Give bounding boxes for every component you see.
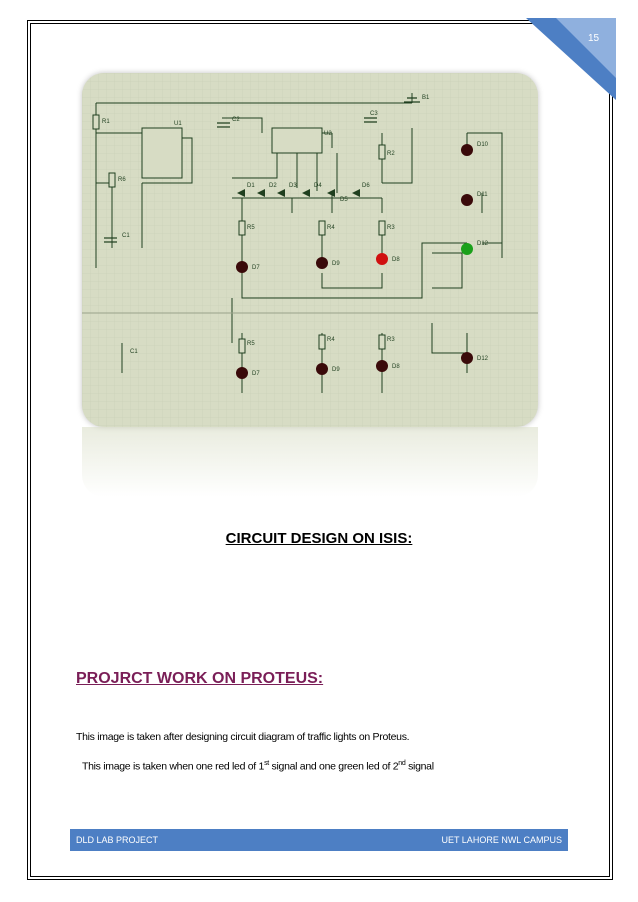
svg-text:D8: D8 xyxy=(392,257,400,263)
svg-text:R5: R5 xyxy=(247,341,255,347)
image-reflection xyxy=(82,427,538,497)
section-heading: PROJRCT WORK ON PROTEUS: xyxy=(76,670,324,687)
body-paragraph-1: This image is taken after designing circuit diagram of traffic lights on Proteus. xyxy=(76,731,410,743)
svg-text:R2: R2 xyxy=(387,151,395,157)
svg-text:D10: D10 xyxy=(477,142,489,148)
page-number: 15 xyxy=(588,33,600,44)
svg-text:D12: D12 xyxy=(477,241,489,247)
svg-text:R3: R3 xyxy=(387,225,395,231)
svg-text:D2: D2 xyxy=(269,183,277,189)
svg-text:R4: R4 xyxy=(327,225,335,231)
figure-caption-title: CIRCUIT DESIGN ON ISIS: xyxy=(225,530,413,547)
footer-right-text: UET LAHORE NWL CAMPUS xyxy=(441,835,562,845)
corner-fold-decoration xyxy=(526,18,616,100)
svg-text:D12: D12 xyxy=(477,356,489,362)
svg-text:D7: D7 xyxy=(252,371,260,377)
svg-text:D11: D11 xyxy=(477,192,488,198)
svg-text:D1: D1 xyxy=(247,183,255,189)
svg-text:D7: D7 xyxy=(252,265,260,271)
svg-text:R3: R3 xyxy=(387,337,395,343)
svg-text:U1: U1 xyxy=(174,121,182,127)
svg-text:R1: R1 xyxy=(102,119,110,125)
svg-text:D4: D4 xyxy=(314,183,322,189)
circuit-schematic xyxy=(82,73,538,427)
svg-text:C1: C1 xyxy=(122,233,130,239)
svg-text:U2: U2 xyxy=(324,131,332,137)
svg-text:C1: C1 xyxy=(130,349,138,355)
body-paragraph-2: This image is taken when one red led of 1st signal and one green led of 2nd signal xyxy=(82,760,434,773)
footer-bar xyxy=(70,829,568,851)
svg-text:D8: D8 xyxy=(392,364,400,370)
svg-text:B1: B1 xyxy=(422,95,430,101)
svg-text:D9: D9 xyxy=(332,367,340,373)
svg-text:C2: C2 xyxy=(232,117,240,123)
svg-text:R6: R6 xyxy=(118,177,126,183)
svg-text:R5: R5 xyxy=(247,225,255,231)
circuit-diagram-image xyxy=(82,73,538,427)
svg-text:D6: D6 xyxy=(362,183,370,189)
footer-left-text: DLD LAB PROJECT xyxy=(76,835,159,845)
svg-text:D9: D9 xyxy=(332,261,340,267)
svg-text:D5: D5 xyxy=(340,197,348,203)
svg-text:C3: C3 xyxy=(370,111,378,117)
svg-text:R4: R4 xyxy=(327,337,335,343)
svg-text:D3: D3 xyxy=(289,183,297,189)
